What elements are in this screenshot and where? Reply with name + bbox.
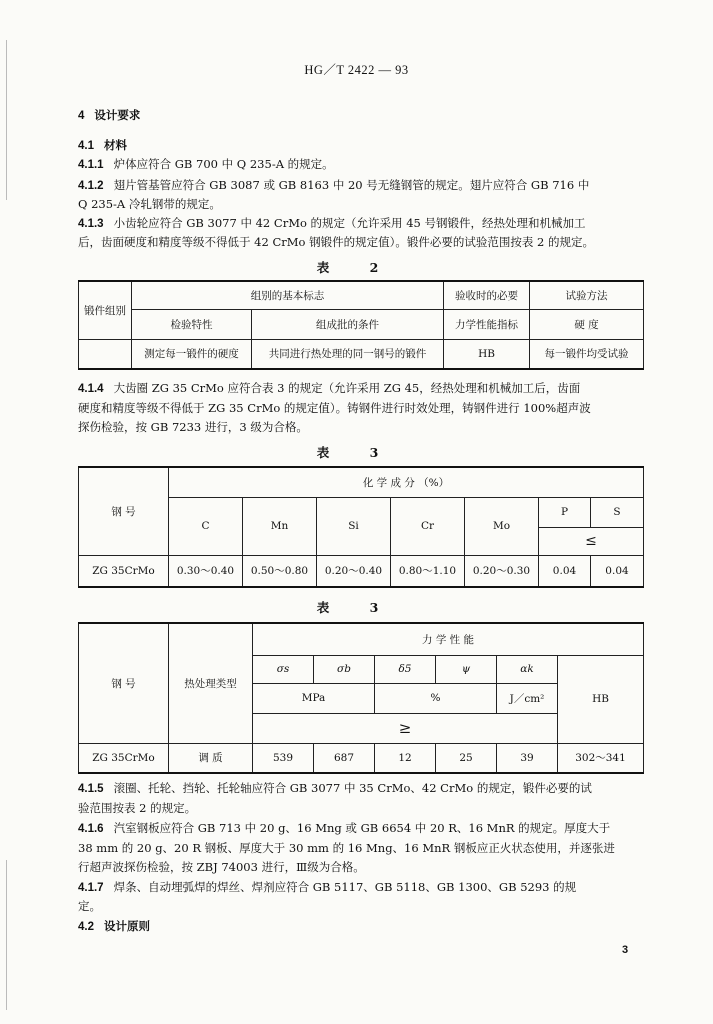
clause-4-1-1: 4.1.1 炉体应符合 GB 700 中 Q 235-A 的规定。 (78, 157, 334, 171)
table-3-cell: 0.50～0.80 (243, 555, 317, 587)
table-3m-cell: ZG 35CrMo (79, 743, 169, 773)
table-3m-symbol: ψ (436, 655, 497, 683)
table-3-chem-header: 化 学 成 分 （%） (169, 467, 644, 497)
table-3-element: S (591, 497, 644, 527)
scan-edge-mark (6, 860, 7, 1010)
table-3m-steel-no: 钢 号 (79, 623, 169, 743)
table-3-title: 表 3 (316, 445, 397, 460)
table-3m-symbol: σb (314, 655, 375, 683)
table-2-cell: 每一锻件均受试验 (530, 339, 644, 369)
page-header: HG／T 2422 — 93 (304, 63, 409, 77)
table-3m-symbol: δ5 (375, 655, 436, 683)
table-3m-cell: 687 (314, 743, 375, 773)
page-number: 3 (622, 944, 629, 956)
table-2-test-property: 检验特性 (132, 309, 252, 339)
section-4-1-heading: 4.1 材料 (78, 138, 127, 152)
clause-4-1-4-cont: 硬度和精度等级不得低于 ZG 35 CrMo 的规定值）。铸钢件进行时效处理，铸钢件进行 100%超声波 (78, 401, 591, 415)
clause-4-1-3: 4.1.3 小齿轮应符合 GB 3077 中 42 CrMo 的规定（允许采用 45 号钢锻件，经热处理和机械加工 (78, 216, 586, 230)
table-3-steel-no: 钢 号 (79, 467, 169, 555)
table-3-chemical (78, 466, 644, 588)
clause-4-1-7-cont: 定。 (78, 899, 101, 913)
table-3m-cell: 539 (253, 743, 314, 773)
table-2-acceptance: 验收时的必要 (444, 281, 530, 309)
table-3m-hb: HB (558, 655, 644, 743)
table-3-element: Si (317, 497, 391, 555)
table-3m-ge: ≥ (253, 713, 558, 743)
table-2-batch-condition: 组成批的条件 (252, 309, 444, 339)
table-2-test-method: 试验方法 (530, 281, 644, 309)
table-2-title: 表 2 (316, 260, 397, 275)
table-3m-cell: 调 质 (169, 743, 253, 773)
table-3m-symbol: σs (253, 655, 314, 683)
table-2-cell: 共同进行热处理的同一钢号的锻件 (252, 339, 444, 369)
clause-4-1-4-cont2: 探伤检验，按 GB 7233 进行，3 级为合格。 (78, 420, 308, 434)
table-3-element: Mo (465, 497, 539, 555)
table-3-mech-title: 表 3 (316, 600, 397, 615)
table-3-cell: 0.30～0.40 (169, 555, 243, 587)
clause-4-1-2: 4.1.2 翅片管基管应符合 GB 3087 或 GB 8163 中 20 号无缝钢管的规定。翅片应符合 GB 716 中 (78, 178, 590, 192)
table-2-hardness: 硬 度 (530, 309, 644, 339)
clause-4-1-3-cont: 后，齿面硬度和精度等级不得低于 42 CrMo 钢锻件的规定值）。锻件必要的试验范围按表 2 的规定。 (78, 235, 594, 249)
table-2 (78, 280, 644, 370)
table-3m-cell: 39 (497, 743, 558, 773)
table-3m-unit-pct: % (375, 683, 497, 713)
clause-4-1-4: 4.1.4 大齿圈 ZG 35 CrMo 应符合表 3 的规定（允许采用 ZG 45，经热处理和机械加工后，齿面 (78, 381, 581, 395)
clause-4-1-5-cont: 验范围按表 2 的规定。 (78, 801, 197, 815)
clause-4-1-6: 4.1.6 汽室钢板应符合 GB 713 中 20 g、16 Mng 或 GB 6654 中 20 R、16 MnR 的规定。厚度大于 (78, 821, 611, 835)
clause-4-1-2-cont: Q 235-A 冷轧钢带的规定。 (78, 197, 221, 211)
table-3m-cell: 25 (436, 743, 497, 773)
table-2-cell (79, 339, 132, 369)
table-3-element: Cr (391, 497, 465, 555)
table-3-element: C (169, 497, 243, 555)
table-3m-heat-type: 热处理类型 (169, 623, 253, 743)
table-3-element: P (539, 497, 591, 527)
table-3-element: Mn (243, 497, 317, 555)
table-3m-unit-mpa: MPa (253, 683, 375, 713)
table-2-cell: 测定每一锻件的硬度 (132, 339, 252, 369)
table-3-cell: 0.20～0.30 (465, 555, 539, 587)
table-3-cell: 0.20～0.40 (317, 555, 391, 587)
section-4-heading: 4 设计要求 (78, 108, 141, 122)
table-2-col-group: 锻件组别 (79, 281, 132, 339)
table-3m-mech-header: 力 学 性 能 (253, 623, 644, 655)
clause-4-1-6-cont: 38 mm 的 20 g、20 R 钢板、厚度大于 30 mm 的 16 Mng、16 MnR 钢板应正火状态使用，并逐张进 (78, 841, 615, 855)
table-3-cell: ZG 35CrMo (79, 555, 169, 587)
table-3m-unit-j: J／cm² (497, 683, 558, 713)
clause-4-1-6-cont2: 行超声波探伤检验，按 ZBJ 74003 进行，Ⅲ级为合格。 (78, 860, 365, 874)
table-2-basic-marks: 组别的基本标志 (132, 281, 444, 309)
table-3-le: ≤ (539, 527, 644, 555)
clause-4-1-5: 4.1.5 滚圈、托轮、挡轮、托轮轴应符合 GB 3077 中 35 CrMo、42 CrMo 的规定，锻件必要的试 (78, 781, 592, 795)
clause-4-1-7: 4.1.7 焊条、自动埋弧焊的焊丝、焊剂应符合 GB 5117、GB 5118、GB 1300、GB 5293 的规 (78, 880, 577, 894)
table-3-cell: 0.04 (591, 555, 644, 587)
table-3m-cell: 12 (375, 743, 436, 773)
table-3m-symbol: αk (497, 655, 558, 683)
table-2-cell: HB (444, 339, 530, 369)
table-3-cell: 0.04 (539, 555, 591, 587)
table-2-mech-index: 力学性能指标 (444, 309, 530, 339)
table-3-mechanical (78, 622, 644, 774)
table-3-cell: 0.80～1.10 (391, 555, 465, 587)
section-4-2-heading: 4.2 设计原则 (78, 919, 150, 933)
table-3m-cell: 302～341 (558, 743, 644, 773)
